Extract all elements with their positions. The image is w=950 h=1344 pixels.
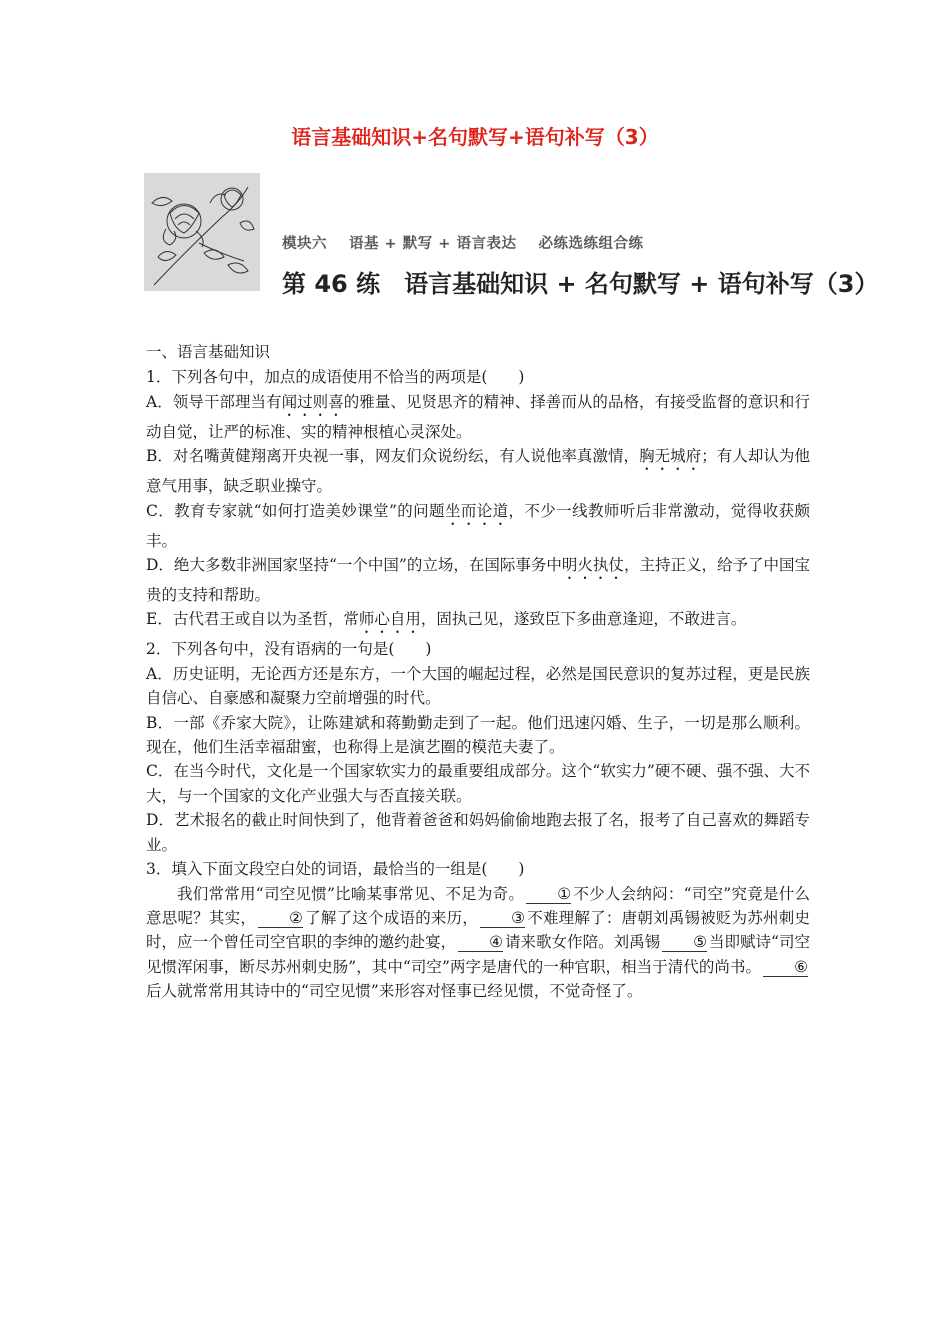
question-1-stem: 1．下列各句中，加点的成语使用不恰当的两项是( ) bbox=[146, 368, 525, 387]
flower-drawing bbox=[144, 173, 260, 291]
blank-6: ⑥ bbox=[763, 959, 808, 977]
blank-4: ④ bbox=[458, 934, 503, 952]
q1-option-a: A．领导干部理当有闻过则喜的雅量、见贤思齐的精神、择善而从的品格，有接受监督的意识和行动自觉，让严的标准、实的精神根植心灵深处。 bbox=[146, 392, 810, 441]
question-content bbox=[146, 340, 810, 1004]
practice-title: 语言基础知识 + 名句默写 + 语句补写（3） bbox=[404, 270, 879, 298]
question-2-stem: 2．下列各句中，没有语病的一句是( ) bbox=[146, 640, 432, 659]
module-topics: 语基 + 默写 + 语言表达 bbox=[349, 236, 517, 252]
blank-5: ⑤ bbox=[662, 934, 707, 952]
practice-number: 第 46 练 bbox=[282, 270, 381, 298]
question-3-stem: 3．填入下面文段空白处的词语，最恰当的一组是( ) bbox=[146, 860, 525, 879]
q1-option-e: E．古代君王或自以为圣哲，常师心自用，固执己见，遂致臣下多曲意逢迎，不敢进言。 bbox=[146, 610, 747, 629]
blank-1: ① bbox=[526, 886, 571, 904]
blank-2: ② bbox=[258, 910, 303, 928]
document-title: 语言基础知识+名句默写+语句补写（3） bbox=[291, 125, 659, 149]
module-subtitle bbox=[282, 232, 666, 253]
practice-heading bbox=[282, 264, 878, 299]
emphasized-idiom: 坐而论道 bbox=[444, 501, 509, 520]
peony-illustration bbox=[144, 173, 260, 291]
q2-option-a: A．历史证明，无论西方还是东方，一个大国的崛起过程，必然是国民意识的复苏过程，更是民族自信心、自豪感和凝聚力空前增强的时代。 bbox=[146, 664, 810, 708]
module-practice-type: 必练选练组合练 bbox=[538, 236, 644, 252]
section-heading: 一、语言基础知识 bbox=[146, 343, 271, 361]
q1-option-d: D．绝大多数非洲国家坚持“一个中国”的立场，在国际事务中明火执仗，主持正义，给予了中国宝贵的支持和帮助。 bbox=[146, 556, 810, 605]
q1-option-c: C．教育专家就“如何打造美妙课堂”的问题坐而论道，不少一线教师听后非常激动，觉得收获颇丰。 bbox=[146, 501, 810, 550]
q3-passage: 我们常常用“司空见惯”比喻某事常见、不足为奇。 ① 不少人会纳闷：“司空”究竟是什么意思呢？其实， ② 了解了这个成语的来历， ③ 不难理解了：唐朝刘禹锡被贬为苏州刺史时，应一个曾任司空官职的李绅的邀约赴宴， ④ 请来歌女作陪。刘禹锡 ⑤ 当即赋诗“司空见惯浑闲事，断尽苏州刺史肠”，其中“司空”两字是唐代的一种官职，相当于清代的尚书。 ⑥后人就常常用其诗中的“司空见惯”来形容对怪事已经见惯，不觉奇怪了。 bbox=[146, 884, 810, 1001]
emphasized-idiom: 闻过则喜 bbox=[281, 392, 344, 411]
q2-option-c: C．在当今时代，文化是一个国家软实力的最重要组成部分。这个“软实力”硬不硬、强不强、大不大，与一个国家的文化产业强大与否直接关联。 bbox=[146, 762, 810, 805]
q2-option-d: D．艺术报名的截止时间快到了，他背着爸爸和妈妈偷偷地跑去报了名，报考了自己喜欢的舞蹈专业。 bbox=[146, 811, 810, 854]
blank-3: ③ bbox=[480, 910, 525, 928]
emphasized-idiom: 明火执仗 bbox=[561, 556, 624, 575]
q2-option-b: B．一部《乔家大院》，让陈建斌和蒋勤勤走到了一起。他们迅速闪婚、生子，一切是那么顺利。现在，他们生活幸福甜蜜，也称得上是演艺圈的模范夫妻了。 bbox=[146, 713, 810, 757]
emphasized-idiom: 师心自用 bbox=[358, 610, 421, 629]
emphasized-idiom: 胸无城府 bbox=[639, 447, 702, 466]
module-label: 模块六 bbox=[282, 236, 327, 252]
q1-option-b: B．对名嘴黄健翔离开央视一事，网友们众说纷纭，有人说他率真激情，胸无城府；有人却认为他意气用事，缺乏职业操守。 bbox=[146, 447, 810, 496]
